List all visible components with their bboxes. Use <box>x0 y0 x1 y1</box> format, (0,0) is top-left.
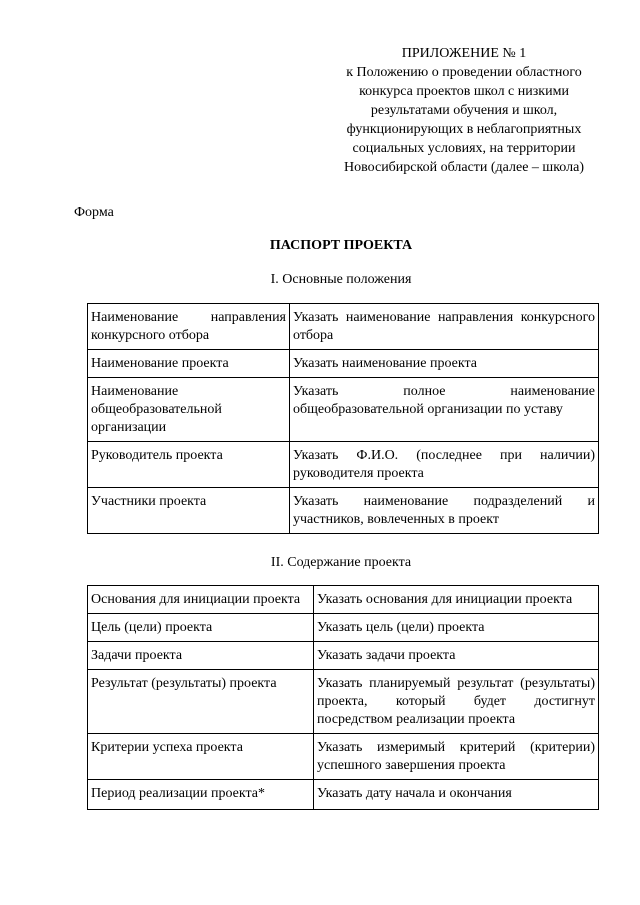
appendix-line: результатами обучения и школ, <box>370 103 558 118</box>
appendix-header <box>330 44 598 177</box>
row-label: Период реализации проекта* <box>88 780 314 810</box>
table-row <box>88 734 599 780</box>
table-row <box>88 586 599 614</box>
appendix-line: функционирующих в неблагоприятных <box>346 122 582 137</box>
row-label: Цель (цели) проекта <box>88 614 314 642</box>
document-title: ПАСПОРТ ПРОЕКТА <box>269 238 413 253</box>
row-label: Результат (результаты) проекта <box>88 670 314 734</box>
row-value: Указать наименование подразделений и участников, вовлеченных в проект <box>290 488 599 534</box>
row-label: Участники проекта <box>88 488 290 534</box>
table-row <box>88 780 599 810</box>
form-label: Форма <box>74 205 114 220</box>
row-value: Указать Ф.И.О. (последнее при наличии) руководителя проекта <box>290 442 599 488</box>
table-row <box>88 488 599 534</box>
appendix-line: к Положению о проведении областного <box>346 65 582 80</box>
appendix-line: конкурса проектов школ с низкими <box>359 84 569 99</box>
row-value: Указать дату начала и окончания <box>314 780 599 810</box>
row-label: Критерии успеха проекта <box>88 734 314 780</box>
table-row <box>88 670 599 734</box>
row-label: Основания для инициации проекта <box>88 586 314 614</box>
appendix-line: социальных условиях, на территории <box>352 141 576 156</box>
row-label: Наименование направления конкурсного отбора <box>88 304 290 350</box>
row-value: Указать измеримый критерий (критерии) успешного завершения проекта <box>314 734 599 780</box>
table-row <box>88 642 599 670</box>
section1-table <box>87 303 599 534</box>
row-label: Задачи проекта <box>88 642 314 670</box>
row-value: Указать цель (цели) проекта <box>314 614 599 642</box>
row-value: Указать планируемый результат (результаты) проекта, который будет достигнут посредством реализации проекта <box>314 670 599 734</box>
row-value: Указать основания для инициации проекта <box>314 586 599 614</box>
section1-heading: I. Основные положения <box>270 272 412 287</box>
row-value: Указать полное наименование общеобразовательной организации по уставу <box>290 378 599 442</box>
table-row <box>88 442 599 488</box>
row-label: Наименование проекта <box>88 350 290 378</box>
section2-heading: II. Содержание проекта <box>270 555 412 570</box>
section2-table <box>87 585 599 810</box>
row-value: Указать наименование направления конкурсного отбора <box>290 304 599 350</box>
row-value: Указать задачи проекта <box>314 642 599 670</box>
appendix-line: Новосибирской области (далее – школа) <box>344 160 584 175</box>
row-label: Наименование общеобразовательной организации <box>88 378 290 442</box>
table-row <box>88 378 599 442</box>
appendix-line: ПРИЛОЖЕНИЕ № 1 <box>401 46 527 61</box>
table-row <box>88 304 599 350</box>
table-row <box>88 614 599 642</box>
row-label: Руководитель проекта <box>88 442 290 488</box>
table-row <box>88 350 599 378</box>
row-value: Указать наименование проекта <box>290 350 599 378</box>
